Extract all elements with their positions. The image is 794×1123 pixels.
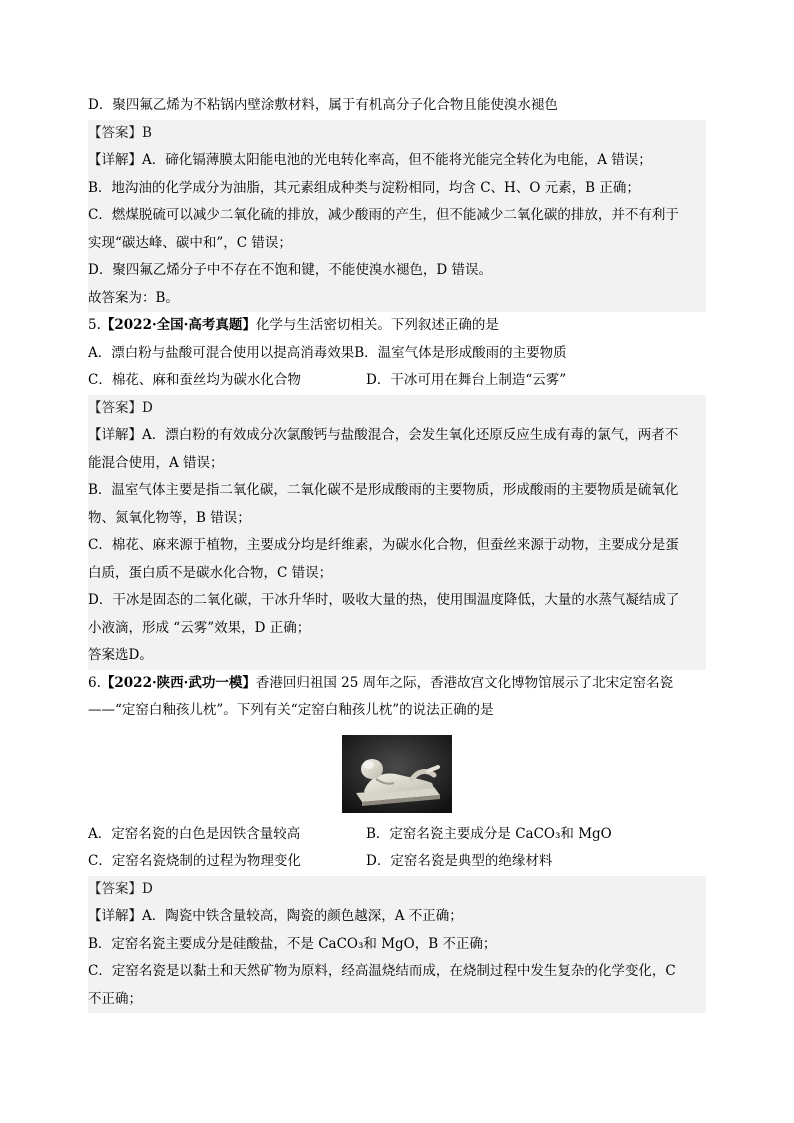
q6-options-row xyxy=(88,848,706,876)
q6-explain-line: C．定窑名瓷是以黏土和天然矿物为原料，经高温烧结而成，在烧制过程中发生复杂的化学变化，C xyxy=(88,963,676,979)
q5-explain-line: 能混合使用，A 错误； xyxy=(88,454,224,471)
q6-option-b: B．定窑名瓷主要成分是 CaCO₃和 MgO xyxy=(366,825,612,842)
q6-options-row xyxy=(88,821,706,849)
q6-option-d: D．定窑名瓷是典型的绝缘材料 xyxy=(366,853,553,869)
q4-explain-line: B．地沟油的化学成分为油脂，其元素组成种类与淀粉相同，均含 C、H、O 元素，B 正确； xyxy=(88,179,640,196)
q5-options-row xyxy=(88,367,706,395)
q4-explain-line: D．聚四氟乙烯分子中不存在不饱和键，不能使溴水褪色，D 错误。 xyxy=(88,262,492,278)
q5-stem xyxy=(88,312,706,340)
q5-option-b: B．温室气体是形成酸雨的主要物质 xyxy=(354,344,567,361)
q4-explain-line: C．燃煤脱硫可以减少二氧化硫的排放，减少酸雨的产生，但不能减少二氧化碳的排放，并不有利于 xyxy=(88,207,679,223)
q5-explain-line: 小液滴，形成 “云雾”效果，D 正确； xyxy=(88,619,311,636)
q5-explain-line: B．温室气体主要是指二氧化碳，二氧化碳不是形成酸雨的主要物质，形成酸雨的主要物质是硫氧化 xyxy=(88,482,679,498)
q6-explain-line: 不正确； xyxy=(88,990,142,1007)
q6-stem-line2: ——“定窑白釉孩儿枕”。下列有关“定窑白釉孩儿枕”的说法正确的是 xyxy=(88,702,494,718)
q4-explain-line: 实现“碳达峰、碳中和”，C 错误； xyxy=(88,234,292,251)
q4-explain-line: 【详解】A．碲化镉薄膜太阳能电池的光电转化率高，但不能将光能完全转化为电能，A 错误； xyxy=(88,152,652,168)
q5-explain-line: D．干冰是固态的二氧化碳，干冰升华时，吸收大量的热，使用围温度降低，大量的水蒸气凝结成了 xyxy=(88,592,680,608)
q5-number: 5. xyxy=(88,317,101,333)
q4-answer: 【答案】B xyxy=(88,124,152,141)
q5-options-row xyxy=(88,340,706,368)
q5-explain-line: 答案选D。 xyxy=(88,647,153,663)
q4-option-d: D．聚四氟乙烯为不粘锅内壁涂敷材料，属于有机高分子化合物且能使溴水褪色 xyxy=(88,97,558,113)
q5-explain-line: 物、氮氧化物等，B 错误； xyxy=(88,509,251,526)
q5-option-c: C．棉花、麻和蚕丝均为碳水化合物 xyxy=(88,372,301,388)
q6-option-c: C．定窑名瓷烧制的过程为物理变化 xyxy=(88,853,301,869)
q6-option-a: A．定窑名瓷的白色是因铁含量较高 xyxy=(88,825,301,842)
q5-option-a: A．漂白粉与盐酸可混合使用以提高消毒效果 xyxy=(88,344,355,361)
q6-explain-line: B．定窑名瓷主要成分是硅酸盐，不是 CaCO₃和 MgO，B 不正确； xyxy=(88,935,497,952)
q5-explain-line: C．棉花、麻来源于植物，主要成分均是纤维素，为碳水化合物，但蚕丝来源于动物，主要成分是蛋 xyxy=(88,537,679,553)
q5-answer-block xyxy=(88,395,706,670)
q6-explain-line: 【详解】A．陶瓷中铁含量较高，陶瓷的颜色越深，A 不正确； xyxy=(88,908,463,924)
porcelain-pillow-photo xyxy=(342,735,452,813)
q6-source: 【2022·陕西·武功一模】 xyxy=(100,674,256,691)
q5-explain-line: 【详解】A．漂白粉的有效成分次氯酸钙与盐酸混合，会发生氧化还原反应生成有毒的氯气，两者不 xyxy=(88,427,679,443)
porcelain-pillow-image xyxy=(88,729,706,819)
q6-stem-text: 香港回归祖国 25 周年之际，香港故宫文化博物馆展示了北宋定窑名瓷 xyxy=(255,674,674,691)
q6-answer-block xyxy=(88,876,706,1014)
q4-answer-block xyxy=(88,120,706,313)
q6-stem xyxy=(88,670,706,698)
q6-number: 6. xyxy=(88,674,101,691)
q4-explain-line: 故答案为：B。 xyxy=(88,289,179,306)
q5-answer: 【答案】D xyxy=(88,399,153,416)
q5-stem-text: 化学与生活密切相关。下列叙述正确的是 xyxy=(255,317,499,333)
q5-explain-line: 白质，蛋白质不是碳水化合物，C 错误； xyxy=(88,564,333,581)
q5-source: 【2022·全国·高考真题】 xyxy=(100,317,256,333)
q5-option-d: D．干冰可用在舞台上制造“云雾” xyxy=(366,372,567,388)
q6-answer: 【答案】D xyxy=(88,880,153,897)
document-page xyxy=(88,92,706,1013)
